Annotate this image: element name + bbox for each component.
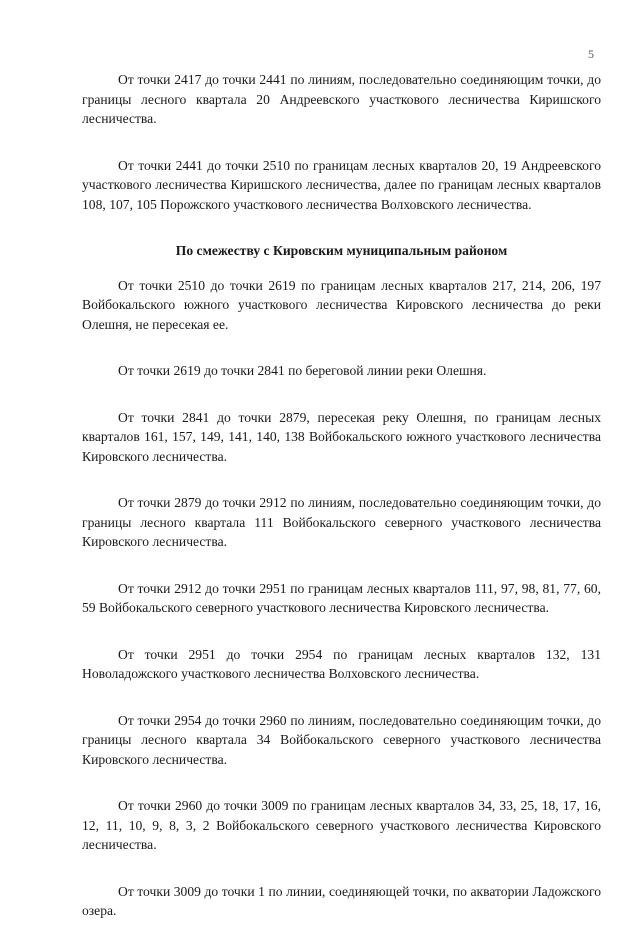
paragraph-5: От точки 2841 до точки 2879, пересекая реку Олешня, по границам лесных кварталов 161, 157, 149, 141, 140, 138 Войбокальского южного участкового лесничества Кировского лесничества. — [82, 409, 601, 464]
paragraph-10: От точки 2960 до точки 3009 по границам лесных кварталов 34, 33, 25, 18, 17, 16, 12, 11, 10, 9, 8, 3, 2 Войбокальского северного участкового лесничества Кировского лесничества. — [82, 798, 601, 852]
paragraph-2: От точки 2441 до точки 2510 по границам лесных кварталов 20, 19 Андреевского участкового лесничества Киришского лесничества, далее по границам лесных кварталов 108, 107, 105 Порожского участкового лесничества Волховского лесничества. — [82, 157, 601, 212]
paragraph-9: От точки 2954 до точки 2960 по линиям, последовательно соединяющим точки, до границы лесного квартала 34 Войбокальского северного участкового лесничества Кировского лесничества. — [82, 712, 601, 767]
paragraph-4: От точки 2619 до точки 2841 по береговой линии реки Олешня. — [118, 363, 487, 378]
paragraph-3: От точки 2510 до точки 2619 по границам лесных кварталов 217, 214, 206, 197 Войбокальского южного участкового лесничества Кировского лесничества до реки Олешня, не пересекая ее. — [82, 277, 601, 332]
paragraph-7: От точки 2912 до точки 2951 по границам лесных кварталов 111, 97, 98, 81, 77, 60, 59 Войбокальского северного участкового лесничества Кировского лесничества. — [82, 580, 601, 615]
paragraph-1: От точки 2417 до точки 2441 по линиям, последовательно соединяющим точки, до границы лесного квартала 20 Андреевского участкового лесничества Киришского лесничества. — [82, 72, 601, 126]
paragraph-8: От точки 2951 до точки 2954 по границам лесных кварталов 132, 131 Новоладожского участкового лесничества Волховского лесничества. — [82, 646, 601, 681]
document-body — [82, 70, 601, 948]
paragraph-11: От точки 3009 до точки 1 по линии, соединяющей точки, по акватории Ладожского озера. — [82, 883, 601, 918]
section-heading: По смежеству с Кировским муниципальным районом — [175, 243, 508, 258]
page-number: 5 — [588, 47, 594, 61]
paragraph-6: От точки 2879 до точки 2912 по линиям, последовательно соединяющим точки, до границы лесного квартала 111 Войбокальского северного участкового лесничества Кировского лесничества. — [82, 495, 601, 549]
